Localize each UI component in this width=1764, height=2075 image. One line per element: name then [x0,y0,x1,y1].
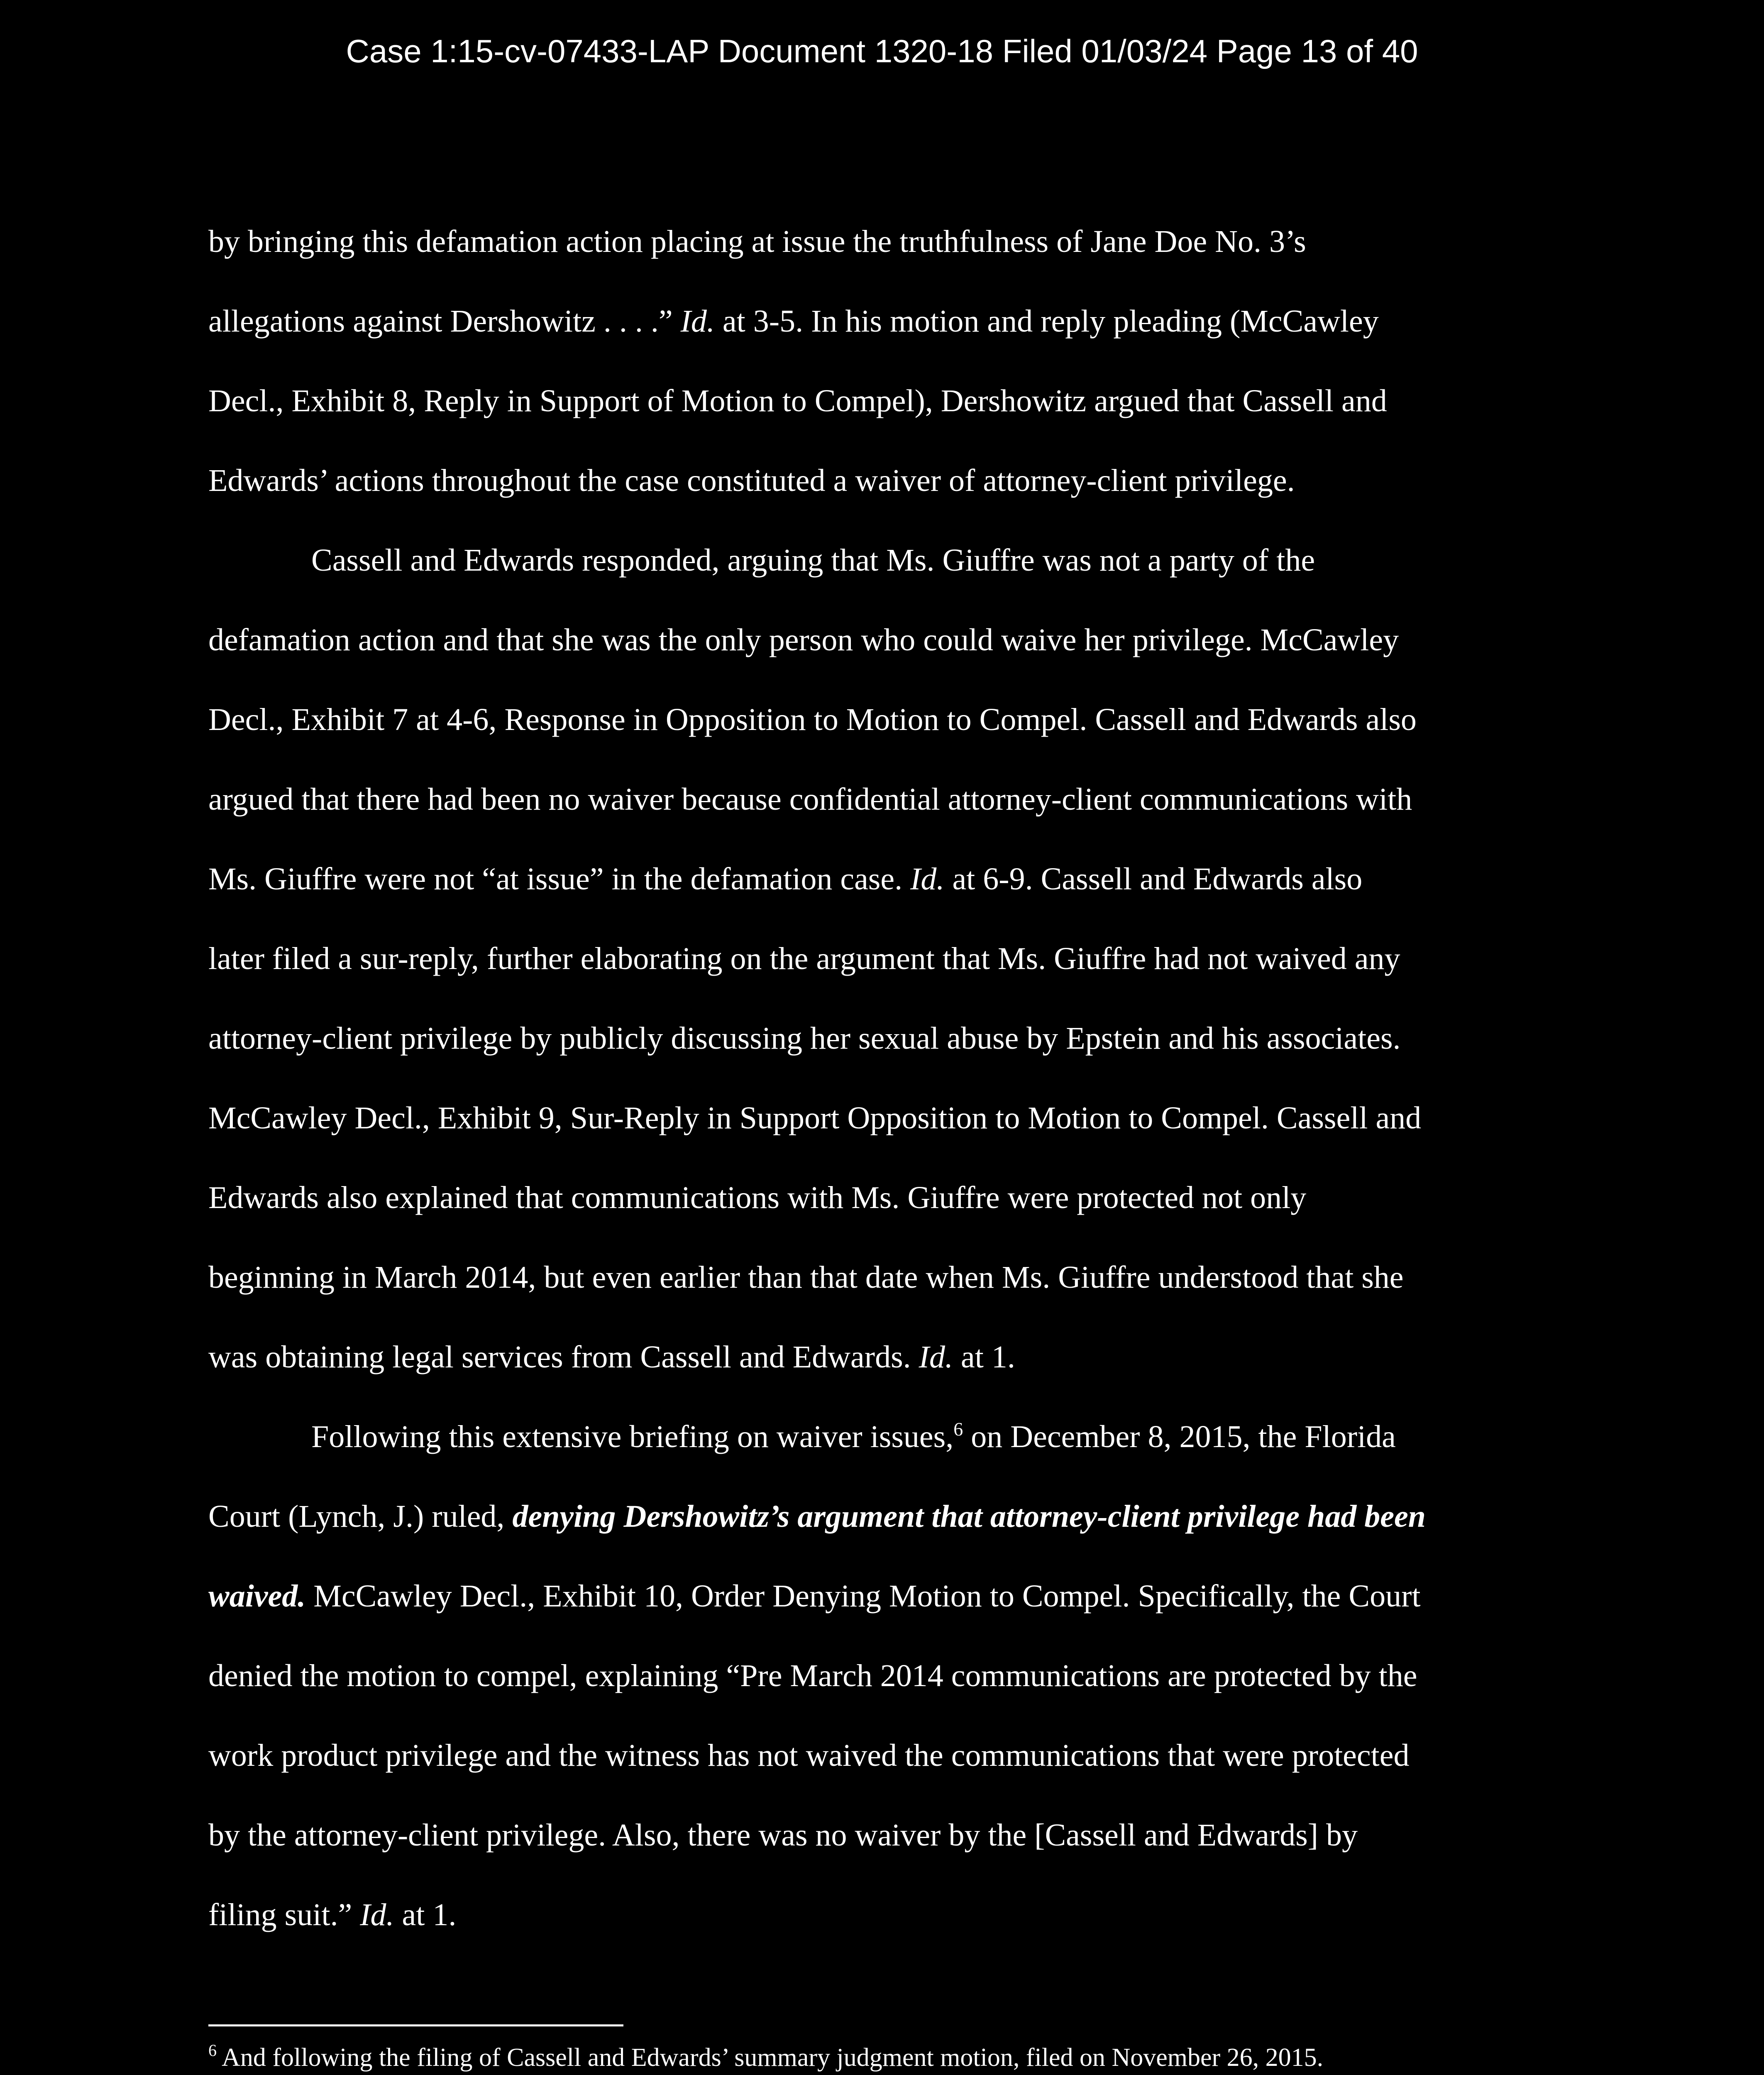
body-text-run: at 3-5. In his motion and reply pleading (McCawley [714,304,1379,339]
footnote-number: 6 [208,2041,217,2060]
body-text-run: Following this extensive briefing on waiver issues, [311,1419,954,1454]
footnote-divider [208,2024,623,2026]
footnote-text: And following the filing of Cassell and Edwards’ summary judgment motion, filed on November 26, 2015. [217,2043,1324,2072]
body-line [208,1875,1570,1955]
emphasized-ruling: waived. [208,1579,306,1614]
body-line: later filed a sur-reply, further elaborating on the argument that Ms. Giuffre had not waived any [208,941,1400,976]
body-line [208,281,1570,361]
body-text-run: Court (Lynch, J.) ruled, [208,1499,513,1534]
body-line [208,1556,1570,1636]
body-line [208,1397,1570,1477]
body-text-run: was obtaining legal services from Cassell and Edwards. [208,1340,919,1374]
body-text-run: at 1. [394,1897,457,1932]
emphasized-ruling: denying Dershowitz’s argument that attorney-client privilege had been [512,1499,1426,1534]
citation-id: Id. [919,1340,953,1374]
body-line: Edwards’ actions throughout the case constituted a waiver of attorney-client privilege. [208,463,1295,498]
footnote [208,2041,1578,2074]
body-text-run: allegations against Dershowitz . . . .” [208,304,673,339]
body-line [208,1477,1570,1556]
citation-id: Id. [680,304,715,339]
body-line [208,1317,1570,1397]
body-line: by bringing this defamation action placing at issue the truthfulness of Jane Doe No. 3’s [208,224,1306,259]
footnote-reference[interactable]: 6 [953,1418,963,1440]
body-line: Cassell and Edwards responded, arguing that Ms. Giuffre was not a party of the [311,543,1315,578]
body-line [208,839,1570,919]
body-line: Decl., Exhibit 8, Reply in Support of Motion to Compel), Dershowitz argued that Cassell and [208,383,1387,418]
body-line: McCawley Decl., Exhibit 9, Sur-Reply in Support Opposition to Motion to Compel. Cassell and [208,1101,1422,1135]
body-text-run: filing suit.” [208,1897,360,1932]
citation-id: Id. [360,1897,394,1932]
body-line: Decl., Exhibit 7 at 4-6, Response in Opposition to Motion to Compel. Cassell and Edwards also [208,702,1417,737]
body-line: Edwards also explained that communications with Ms. Giuffre were protected not only [208,1180,1307,1215]
case-header: Case 1:15-cv-07433-LAP Document 1320-18 Filed 01/03/24 Page 13 of 40 [346,33,1418,69]
body-line: argued that there had been no waiver because confidential attorney-client communications with [208,782,1412,817]
body-line: attorney-client privilege by publicly discussing her sexual abuse by Epstein and his associates. [208,1021,1401,1056]
body-line: denied the motion to compel, explaining “Pre March 2014 communications are protected by the [208,1658,1417,1693]
body-line: defamation action and that she was the only person who could waive her privilege. McCawley [208,622,1399,657]
body-line: work product privilege and the witness has not waived the communications that were protected [208,1738,1410,1773]
body-text-run: on December 8, 2015, the Florida [963,1419,1396,1454]
citation-id: Id. [910,862,945,896]
body-text-run: at 6-9. Cassell and Edwards also [944,862,1363,896]
document-body [208,202,1570,1955]
body-text-run: at 1. [953,1340,1015,1374]
body-text-run: McCawley Decl., Exhibit 10, Order Denying Motion to Compel. Specifically, the Court [305,1579,1421,1614]
body-text-run: Ms. Giuffre were not “at issue” in the defamation case. [208,862,911,896]
body-line: beginning in March 2014, but even earlier than that date when Ms. Giuffre understood that she [208,1260,1404,1295]
body-line: by the attorney-client privilege. Also, there was no waiver by the [Cassell and Edwards] by [208,1818,1358,1853]
